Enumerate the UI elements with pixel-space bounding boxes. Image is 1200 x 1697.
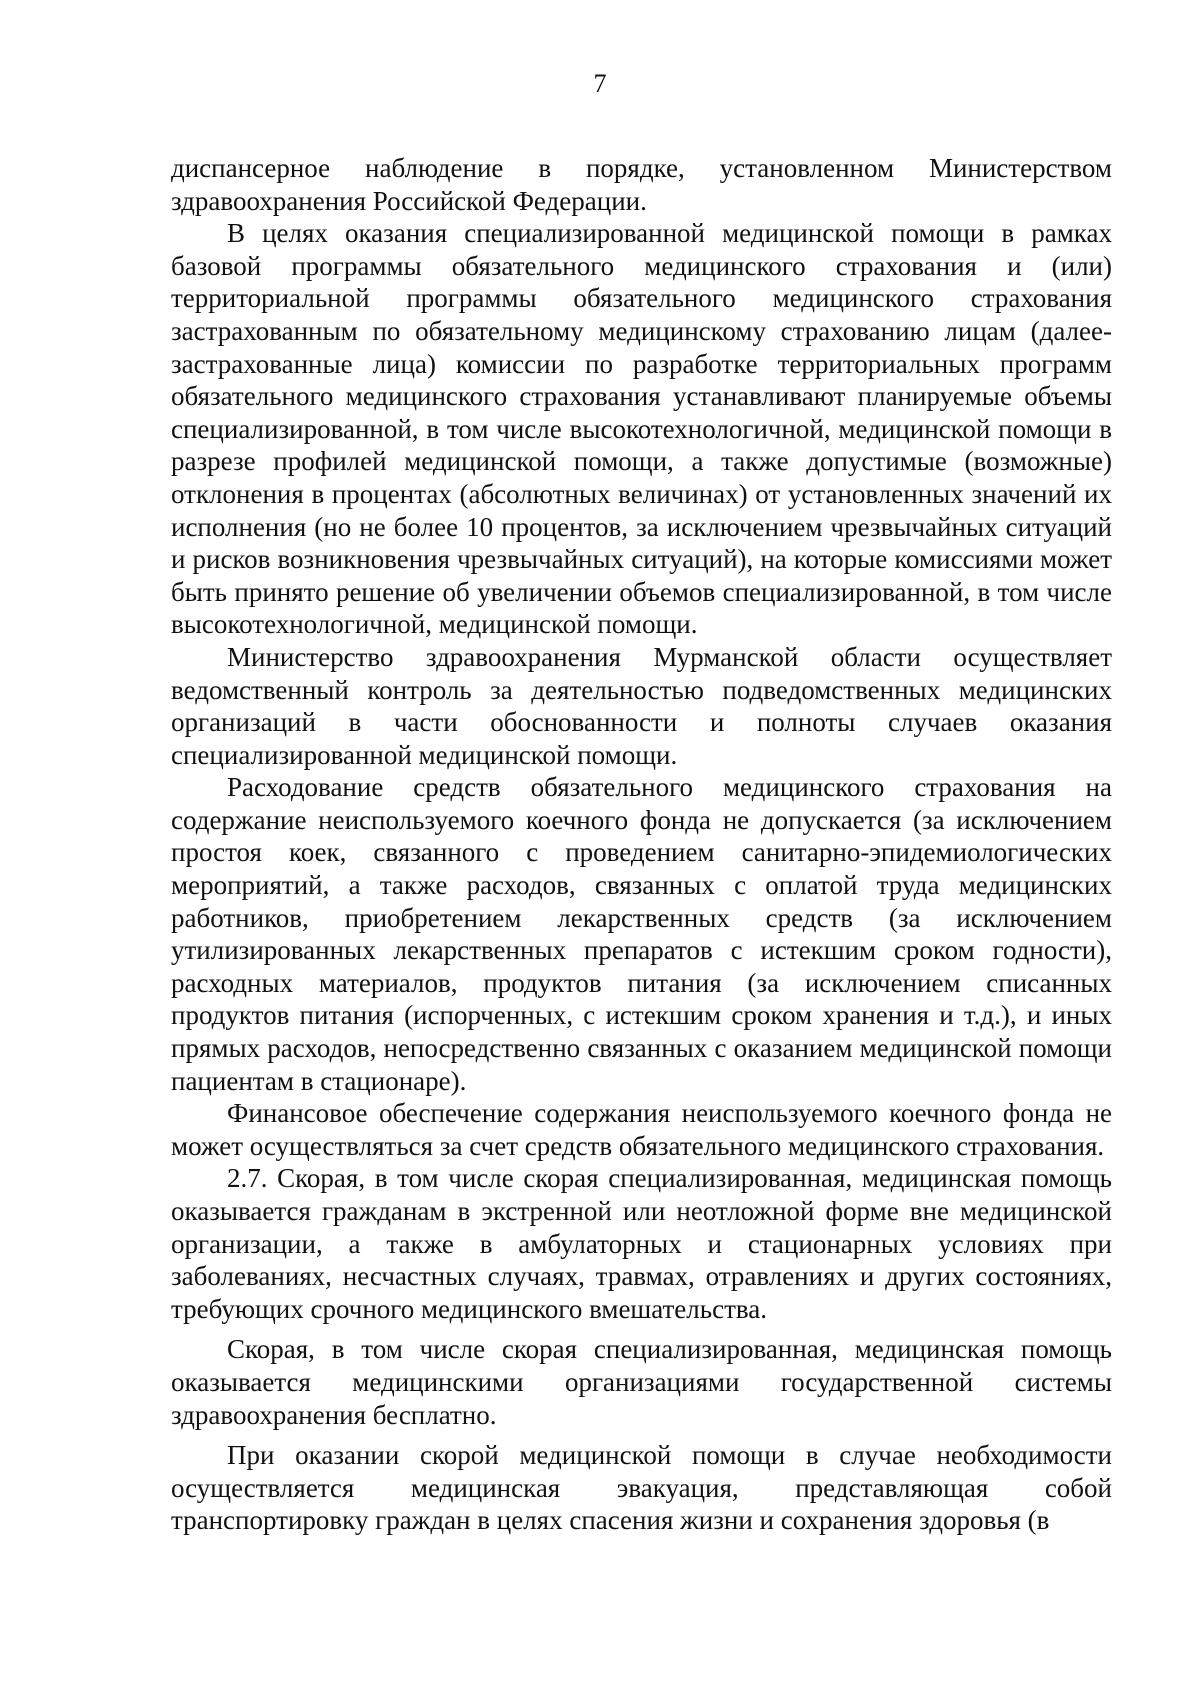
document-body: [171, 152, 1112, 1537]
paragraph: Финансовое обеспечение содержания неиспользуемого коечного фонда не может осуществляться за счет средств обязательного медицинского страхования.: [171, 1098, 1112, 1161]
paragraph: Министерство здравоохранения Мурманской области осуществляет ведомственный контроль за деятельностью подведомственных медицинских организаций в части обоснованности и полноты случаев оказания специализированной медицинской помощи.: [171, 641, 1112, 770]
paragraph: диспансерное наблюдение в порядке, установленном Министерством здравоохранения Российской Федерации.: [171, 153, 1112, 216]
paragraph: В целях оказания специализированной медицинской помощи в рамках базовой программы обязательного медицинского страхования и (или) территориальной программы обязательного медицинского страхования застрахованным по обязательному медицинскому страхованию лицам (далее- застрахованные лица) комиссии по разработке территориальных программ обязательного медицинского страхования устанавливают планируемые объемы специализированной, в том числе высокотехнологичной, медицинской помощи в разрезе профилей медицинской помощи, а также допустимые (возможные) отклонения в процентах (абсолютных величинах) от установленных значений их исполнения (но не более 10 процентов, за исключением чрезвычайных ситуаций и рисков возникновения чрезвычайных ситуаций), на которые комиссиями может быть принято решение об увеличении объемов специализированной, в том числе высокотехнологичной, медицинской помощи.: [171, 218, 1112, 640]
paragraph: Скорая, в том числе скорая специализированная, медицинская помощь оказывается медицинскими организациями государственной системы здравоохранения бесплатно.: [171, 1334, 1112, 1430]
paragraph: 2.7. Скорая, в том числе скорая специализированная, медицинская помощь оказывается гражданам в экстренной или неотложной форме вне медицинской организации, а также в амбулаторных и стационарных условиях при заболеваниях, несчастных случаях, травмах, отравлениях и других состояниях, требующих срочного медицинского вмешательства.: [171, 1163, 1112, 1324]
paragraph: При оказании скорой медицинской помощи в случае необходимости осуществляется медицинская эвакуация, представляющая собой транспортировку граждан в целях спасения жизни и сохранения здоровья (в: [171, 1440, 1112, 1536]
paragraph: Расходование средств обязательного медицинского страхования на содержание неиспользуемого коечного фонда не допускается (за исключением простоя коек, связанного с проведением санитарно-эпидемиологических мероприятий, а также расходов, связанных с оплатой труда медицинских работников, приобретением лекарственных средств (за исключением утилизированных лекарственных препаратов с истекшим сроком годности), расходных материалов, продуктов питания (за исключением списанных продуктов питания (испорченных, с истекшим сроком хранения и т.д.), и иных прямых расходов, непосредственно связанных с оказанием медицинской помощи пациентам в стационаре).: [171, 772, 1112, 1096]
page-number: 7: [593, 69, 607, 98]
